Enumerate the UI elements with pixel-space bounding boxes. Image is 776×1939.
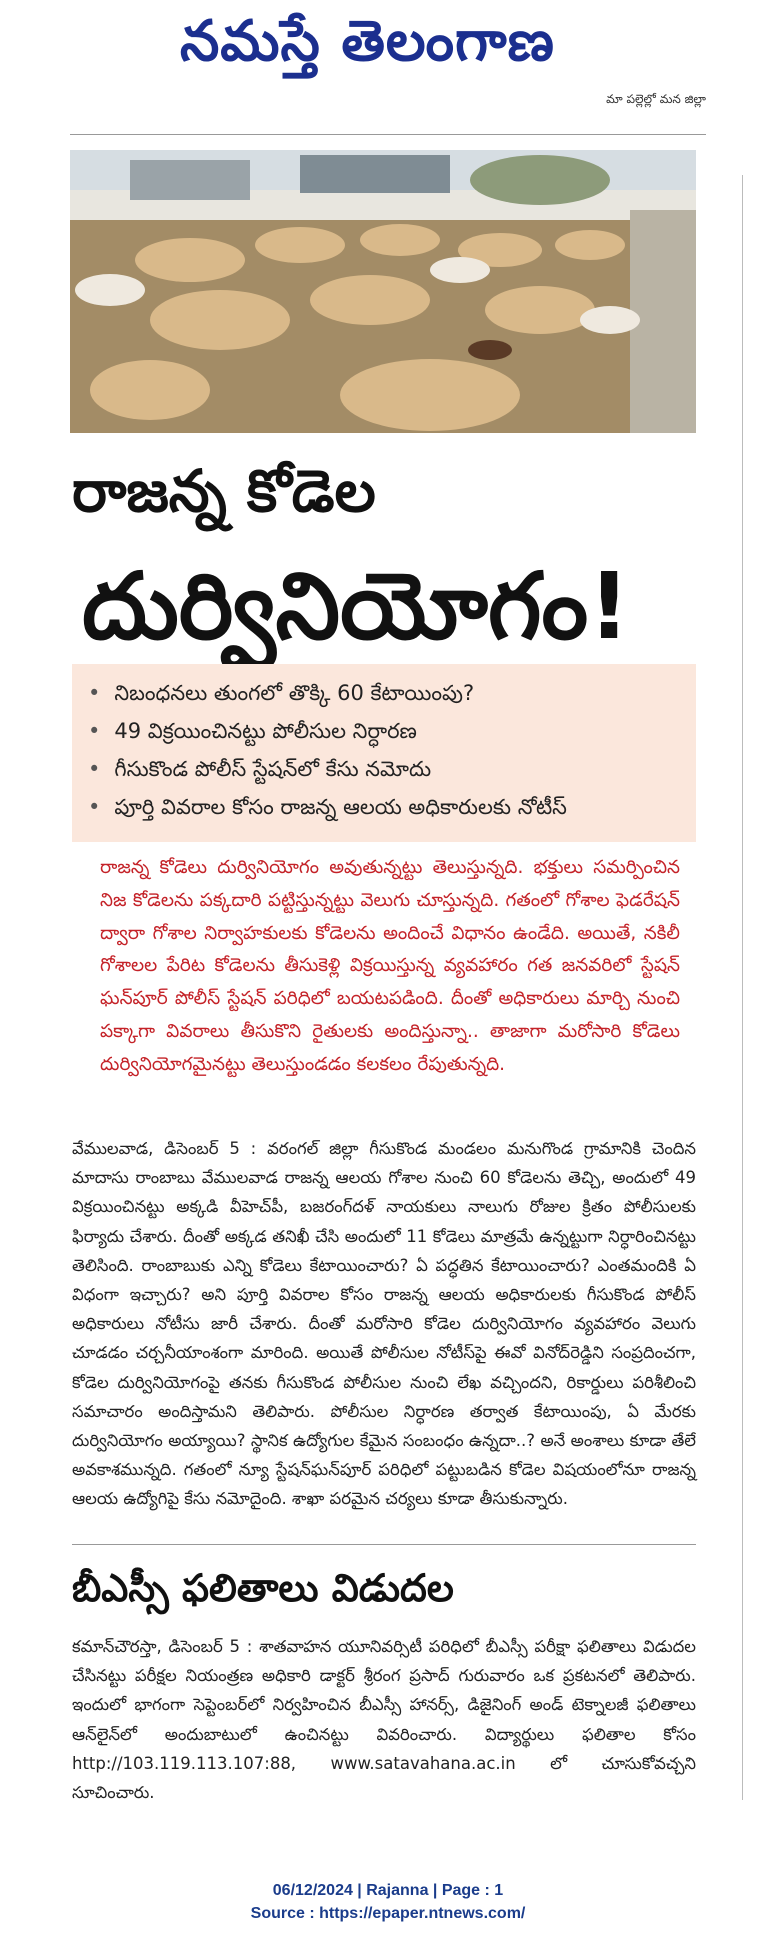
top-divider xyxy=(70,134,706,135)
masthead-tagline: మా పల్లెల్లో మన జిల్లా xyxy=(606,92,706,106)
highlight-item: • 49 విక్రయించినట్టు పోలీసుల నిర్ధారణ xyxy=(88,712,680,750)
newspaper-masthead: నమస్తే తెలంగాణ xyxy=(180,8,555,74)
highlights-box xyxy=(72,664,696,842)
footer-source: Source : https://epaper.ntnews.com/ xyxy=(250,1905,526,1922)
article-intro: రాజన్న కోడెలు దుర్వినియోగం అవుతున్నట్టు తెలుస్తున్నది. భక్తులు సమర్పించిన నిజ కోడెలను పక్కదారి పట్టిస్తున్నట్టు వెలుగు చూస్తున్నది. గతంలో గోశాల ఫెడరేషన్ ద్వారా గోశాల నిర్వాహకులకు కోడెలను అందించే విధానం ఉండేది. అయితే, నకిలీ గోశాలల పేరిట కోడెలను తీసుకెళ్లి విక్రయిస్తున్న వ్యవహారం గత జనవరిలో స్టేషన్ ఘన్‌పూర్ పోలీస్ స్టేషన్ పరిధిలో బయటపడింది. దీంతో అధికారులు మార్చి నుంచి పక్కాగా వివరాలు తీసుకొని రైతులకు అందిస్తున్నా.. తాజాగా మరోసారి కోడెలు దుర్వినియోగమైనట్టు తెలుస్తుండడం కలకలం రేపుతున్నది. xyxy=(100,857,680,1075)
column-rule xyxy=(742,175,743,1800)
highlights-list xyxy=(88,674,680,826)
section-divider xyxy=(72,1544,696,1545)
highlight-item: • నిబంధనలు తుంగలో తొక్కి 60 కేటాయింపు? xyxy=(88,674,680,712)
cattle-photo xyxy=(70,150,696,433)
headline-line-2: దుర్వినియోగం! xyxy=(82,553,631,660)
article2-headline: బీఎస్సీ ఫలితాలు విడుదల xyxy=(72,1566,454,1610)
headline-line-1: రాజన్న కోడెల xyxy=(72,457,376,525)
highlight-item: • గీసుకొండ పోలీస్ స్టేషన్‌లో కేసు నమోదు xyxy=(88,750,680,788)
cattle-photo-illustration xyxy=(70,150,696,433)
footer-date-page: 06/12/2024 | Rajanna | Page : 1 xyxy=(272,1882,504,1899)
highlight-item: • పూర్తి వివరాల కోసం రాజన్న ఆలయ అధికారులకు నోటీస్ xyxy=(88,788,680,826)
article-body: వేములవాడ, డిసెంబర్ 5 : వరంగల్ జిల్లా గీసుకొండ మండలం మనుగొండ గ్రామానికి చెందిన మాదాసు రాంబాబు వేములవాడ రాజన్న ఆలయ గోశాల నుంచి 60 కోడెలను తెచ్చి, అందులో 49 విక్రయించినట్టు అక్కడి వీహెచ్‌పీ, బజరంగ్‌దళ్ నాయకులు నాలుగు రోజుల క్రితం పోలీసులకు ఫిర్యాదు చేశారు. దీంతో అక్కడ తనిఖీ చేసి అందులో 11 కోడెలు మాత్రమే ఉన్నట్టుగా నిర్ధారించినట్టు తెలిసింది. రాంబాబుకు ఎన్ని కోడెలు కేటాయించారు? ఏ పద్ధతిన కేటాయించారు? ఎంతమందికి ఏ విధంగా ఇచ్చారు? అని పూర్తి వివరాల కోసం రాజన్న ఆలయ అధికారులకు గీసుకొండ పోలీస్ అధికారులు నోటీసు జారీ చేశారు. దీంతో మరోసారి కోడెల దుర్వినియోగం వ్యవహారం వెలుగు చూడడం చర్చనీయాంశంగా మారింది. అయితే పోలీసుల నోటీస్‌పై ఈవో వినోద్‌రెడ్డిని సంప్రదించగా, కోడెల దుర్వినియోగంపై తనకు గీసుకొండ పోలీసుల నుంచి లేఖ వచ్చిందని, రికార్డులు పరిశీలించి సమాచారం అందిస్తామని తెలిపారు. పోలీసుల నిర్ధారణ తర్వాత కేటాయింపు, ఏ మేరకు దుర్వినియోగం అయ్యాయి? స్థానిక ఉద్యోగుల కేమైన సంబంధం ఉన్నదా..? అనే అంశాలు కూడా తేలే అవకాశమున్నది. గతంలో న్యూ స్టేషన్‌ఘన్‌పూర్ పరిధిలో పట్టుబడిన కోడెల విషయంలోనూ రాజన్న ఆలయ ఉద్యోగిపై కేసు నమోదైంది. శాఖా పరమైన చర్యలు కూడా తీసుకున్నారు. xyxy=(72,1139,697,1509)
article2-body: కమాన్‌చౌరస్తా, డిసెంబర్ 5 : శాతవాహన యూనివర్సిటీ పరిధిలో బీఎస్సీ పరీక్షా ఫలితాలు విడుదల చేసినట్టు పరీక్షల నియంత్రణ అధికారి డాక్టర్ శ్రీరంగ ప్రసాద్ గురువారం ఒక ప్రకటనలో తెలిపారు. ఇందులో భాగంగా సెప్టెంబర్‌లో నిర్వహించిన బీఎస్సీ హానర్స్, డిజైనింగ్ అండ్ టెక్నాలజీ ఫలితాలు ఆన్‌లైన్‌లో అందుబాటులో ఉంచినట్టు వివరించారు. విద్యార్థులు ఫలితాల కోసం http://103.119.113.107:88, www.satavahana.ac.in లో చూసుకోవచ్చని సూచించారు. xyxy=(72,1637,696,1803)
